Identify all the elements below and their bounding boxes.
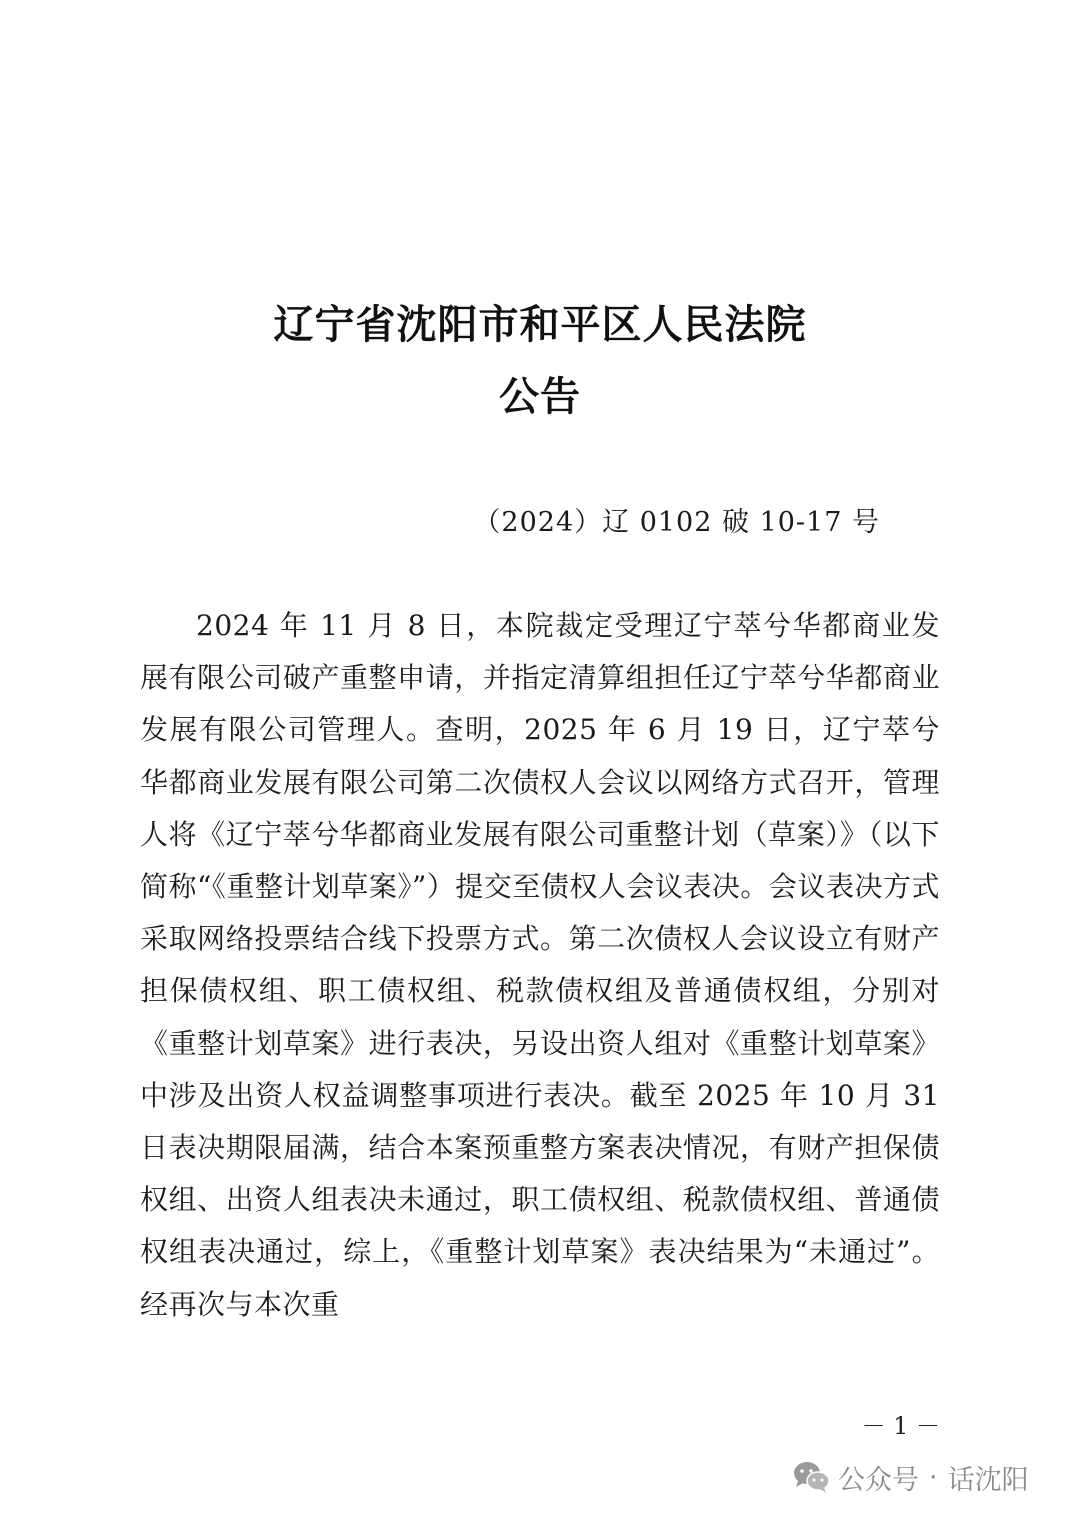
notice-heading: 公告 [499,373,581,420]
page-number: － 1 － [861,1412,940,1440]
court-name-heading: 辽宁省沈阳市和平区人民法院 [273,301,807,348]
wechat-watermark [792,1455,1029,1499]
body-paragraph: 2024 年 11 月 8 日，本院裁定受理辽宁萃兮华都商业发展有限公司破产重整申请，并指定清算组担任辽宁萃兮华都商业发展有限公司管理人。查明，2025 年 6 月 19 日，辽宁萃兮华都商业发展有限公司第二次债权人会议以网络方式召开，管理人将《辽宁萃兮华都商业发展有限公司重整计划（草案）》（以下简称“《重整计划草案》”）提交至债权人会议表决。会议表决方式采取网络投票结合线下投票方式。第二次债权人会议设立有财产担保债权组、职工债权组、税款债权组及普通债权组，分别对《重整计划草案》进行表决，另设出资人组对《重整计划草案》中涉及出资人权益调整事项进行表决。截至 2025 年 10 月 31 日表决期限届满，结合本案预重整方案表决情况，有财产担保债权组、出资人组表决未通过，职工债权组、税款债权组、普通债权组表决通过，综上，《重整计划草案》表决结果为“未通过”。经再次与本次重 [140,609,940,1321]
case-number: （2024）辽 0102 破 10-17 号 [473,507,880,538]
watermark-prefix: 公众号 [838,1464,919,1496]
watermark-account: 话沈阳 [947,1464,1029,1496]
wechat-icon [792,1460,830,1494]
watermark-separator: · [929,1461,938,1493]
